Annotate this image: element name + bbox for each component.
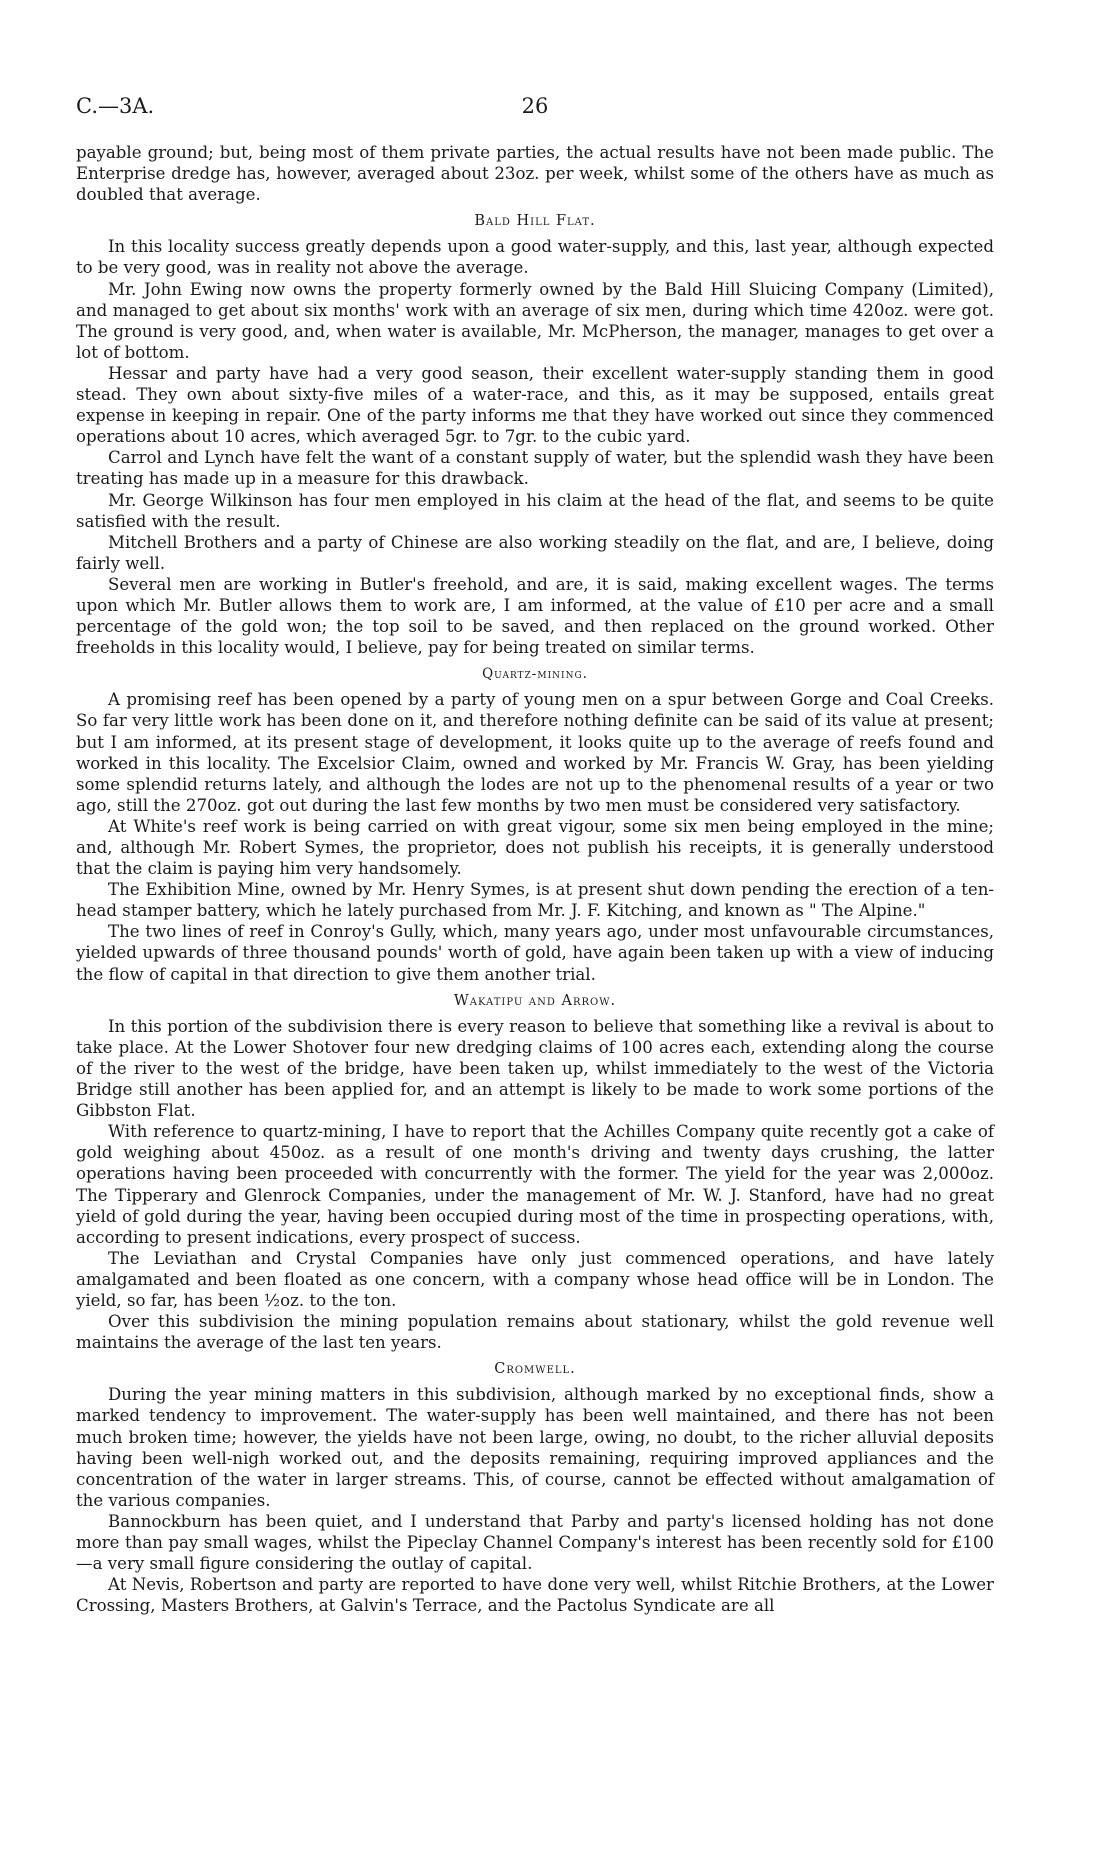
paragraph: During the year mining matters in this subdivision, although marked by no exceptional finds, show a marked tendency to improvement. The water-supply has been well maintained, and there has not been much broken time; however, the yields have not been large, owing, no doubt, to the richer alluvial deposits having been well-nigh worked out, and the deposits remaining, requiring improved appliances and the concentration of the water in larger streams. This, of course, cannot be effected without amalgamation of the various companies.: [76, 1385, 994, 1510]
page-number: 26: [521, 94, 549, 118]
document-reference: C.—3A.: [76, 94, 155, 118]
paragraph: Over this subdivision the mining population remains about stationary, whilst the gold revenue well maintains the average of the last ten years.: [76, 1312, 994, 1353]
paragraph: Mitchell Brothers and a party of Chinese are also working steadily on the flat, and are, I believe, doing fairly well.: [76, 532, 994, 573]
page-header: [76, 94, 994, 124]
paragraph: Mr. George Wilkinson has four men employed in his claim at the head of the flat, and seems to be quite satisfied with the result.: [76, 490, 994, 531]
page-body: [76, 142, 994, 1616]
paragraph: At Nevis, Robertson and party are reported to have done very well, whilst Ritchie Brothers, at the Lower Crossing, Masters Brothers, at Galvin's Terrace, and the Pactolus Syndicate are all: [76, 1575, 994, 1616]
paragraph: The two lines of reef in Conroy's Gully, which, many years ago, under most unfavourable circumstances, yielded upwards of three thousand pounds' worth of gold, have again been taken up with a view of inducing the flow of capital in that direction to give them another trial.: [76, 922, 994, 984]
paragraph: In this portion of the subdivision there is every reason to believe that something like a revival is about to take place. At the Lower Shotover four new dredging claims of 100 acres each, extending along the course of the river to the west of the bridge, have been taken up, whilst immediately to the west of the Victoria Bridge still another has been applied for, and an attempt is likely to be made to work some portions of the Gibbston Flat.: [76, 1016, 994, 1121]
paragraph: Carrol and Lynch have felt the want of a constant supply of water, but the splendid wash they have been treating has made up in a measure for this drawback.: [76, 448, 994, 489]
section-heading-wakatipu-and-arrow: Wakatipu and Arrow.: [453, 992, 617, 1009]
paragraph: payable ground; but, being most of them private parties, the actual results have not been made public. The Enterprise dredge has, however, averaged about 23oz. per week, whilst some of the others have as much as doubled that average.: [76, 143, 994, 205]
paragraph: In this locality success greatly depends upon a good water-supply, and this, last year, although expected to be very good, was in reality not above the average.: [76, 237, 994, 278]
paragraph: The Leviathan and Crystal Companies have only just commenced operations, and have lately amalgamated and been floated as one concern, with a company whose head office will be in London. The yield, so far, has been ½oz. to the ton.: [76, 1248, 994, 1310]
paragraph: The Exhibition Mine, owned by Mr. Henry Symes, is at present shut down pending the erection of a ten-head stamper battery, which he lately purchased from Mr. J. F. Kitching, and known as " The Alpine.": [76, 880, 994, 921]
section-heading-bald-hill-flat: Bald Hill Flat.: [474, 213, 596, 230]
paragraph: Several men are working in Butler's freehold, and are, it is said, making excellent wages. The terms upon which Mr. Butler allows them to work are, I am informed, at the value of £10 per acre and a small percentage of the gold won; the top soil to be saved, and then replaced on the ground worked. Other freeholds in this locality would, I believe, pay for being treated on similar terms.: [76, 574, 994, 658]
section-heading-cromwell: Cromwell.: [494, 1361, 576, 1378]
section-heading-quartz-mining: Quartz-mining.: [482, 666, 588, 683]
paragraph: Mr. John Ewing now owns the property formerly owned by the Bald Hill Sluicing Company (Limited), and managed to get about six months' work with an average of six men, during which time 420oz. were got. The ground is very good, and, when water is available, Mr. McPherson, the manager, manages to get over a lot of bottom.: [76, 279, 994, 362]
paragraph: Bannockburn has been quiet, and I understand that Parby and party's licensed holding has not done more than pay small wages, whilst the Pipeclay Channel Company's interest has been recently sold for £100—a very small figure considering the outlay of capital.: [76, 1511, 994, 1574]
paragraph: Hessar and party have had a very good season, their excellent water-supply standing them in good stead. They own about sixty-five miles of a water-race, and this, as it may be supposed, entails great expense in keeping in repair. One of the party informs me that they have worked out since they commenced operations about 10 acres, which averaged 5gr. to 7gr. to the cubic yard.: [76, 363, 994, 447]
paragraph: A promising reef has been opened by a party of young men on a spur between Gorge and Coal Creeks. So far very little work has been done on it, and therefore nothing definite can be said of its value at present; but I am informed, at its present stage of development, it looks quite up to the average of reefs found and worked in this locality. The Excelsior Claim, owned and worked by Mr. Francis W. Gray, has been yielding some splendid returns lately, and although the lodes are not up to the phenomenal results of a year or two ago, still the 270oz. got out during the last few months by two men must be considered very satisfactory.: [76, 690, 994, 815]
paragraph: At White's reef work is being carried on with great vigour, some six men being employed in the mine; and, although Mr. Robert Symes, the proprietor, does not publish his receipts, it is generally understood that the claim is paying him very handsomely.: [76, 816, 994, 879]
paragraph: With reference to quartz-mining, I have to report that the Achilles Company quite recently got a cake of gold weighing about 450oz. as a result of one month's driving and twenty days crushing, the latter operations having been proceeded with concurrently with the former. The yield for the year was 2,000oz. The Tipperary and Glenrock Companies, under the management of Mr. W. J. Stanford, have had no great yield of gold during the year, having been occupied during most of the time in prospecting operations, with, according to present indications, every prospect of success.: [76, 1122, 994, 1247]
